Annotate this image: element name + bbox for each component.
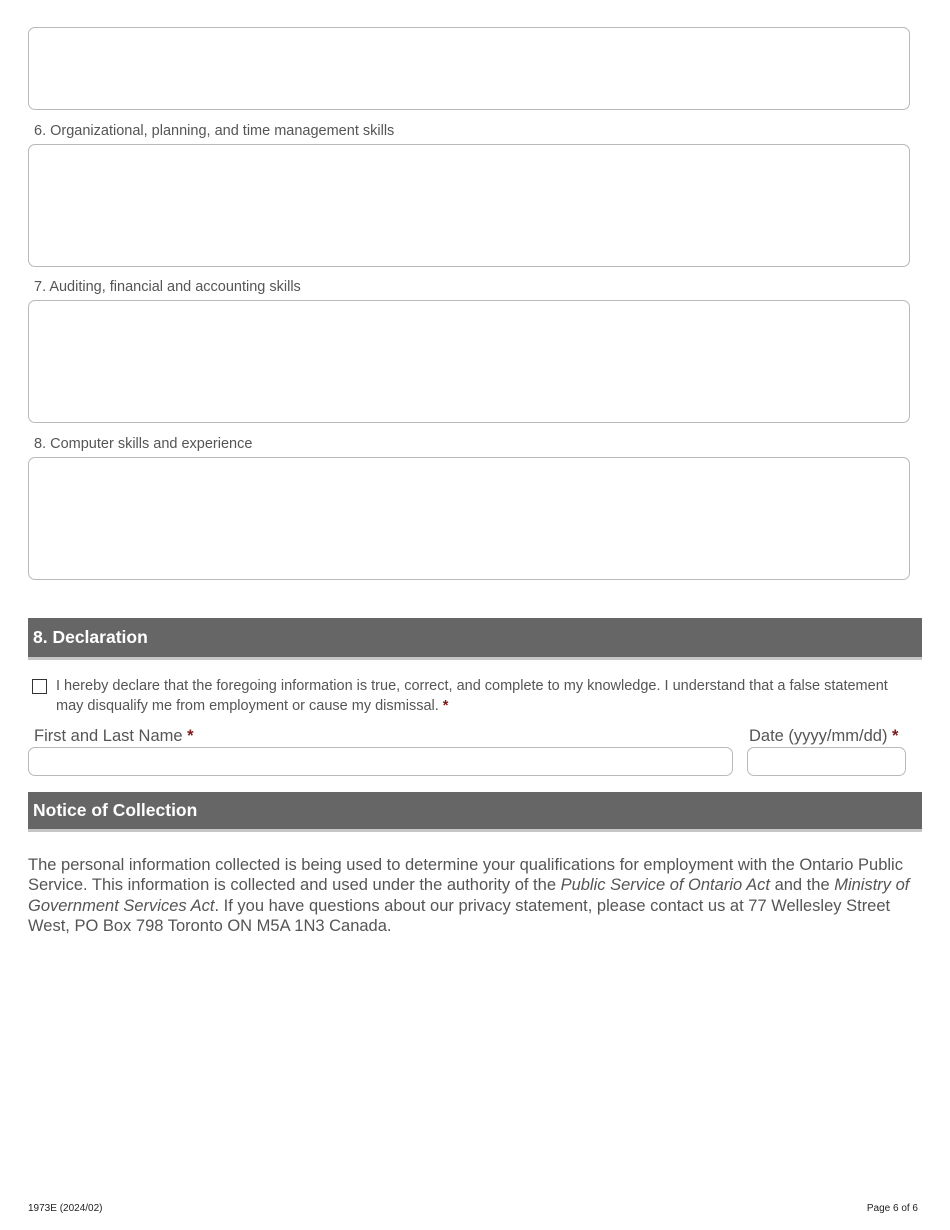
declaration-section-header [28,618,922,660]
question-8-label: 8. Computer skills and experience [34,436,253,452]
notice-text-part: The personal information collected is being used to determine your qualifications for employment with the Ontario Public Service. This information is collected and used under the authority of the [28,856,903,895]
form-code: 1973E (2024/02) [28,1203,103,1214]
first-last-name-input[interactable] [28,747,733,776]
notice-act-name: Public Service of Ontario Act [560,876,770,895]
date-label-text: Date (yyyy/mm/dd) [749,727,888,745]
question-8-textarea[interactable] [28,457,910,580]
page-number: Page 6 of 6 [866,1203,918,1214]
date-input[interactable] [747,747,906,776]
required-asterisk: * [442,697,449,714]
notice-text-part: and the [769,876,835,895]
name-field-label [34,727,194,746]
notice-section-header [28,792,922,832]
question-6-textarea[interactable] [28,144,910,267]
question-7-label: 7. Auditing, financial and accounting skills [34,279,301,295]
previous-answer-textarea[interactable] [28,27,910,110]
notice-text-part: . If you have questions about our privacy statement, please contact us at 77 Wellesley Street West, PO Box 798 Toronto ON M5A 1N3 Canada. [28,896,891,935]
declaration-statement-text: I hereby declare that the foregoing information is true, correct, and complete to my knowledge. I understand that a false statement may disqualify me from employment or cause my dismissal. [56,678,888,714]
declaration-checkbox[interactable] [32,679,47,694]
notice-act-name: Ministry of Government Services Act [28,876,910,915]
notice-title: Notice of Collection [33,800,198,820]
required-asterisk: * [892,727,899,745]
name-label-text: First and Last Name [34,727,183,745]
required-asterisk: * [187,727,194,745]
question-6-label: 6. Organizational, planning, and time management skills [34,123,395,139]
question-7-textarea[interactable] [28,300,910,423]
date-field-label [749,727,898,746]
declaration-title: 8. Declaration [33,627,148,647]
declaration-statement [56,677,916,716]
notice-paragraph [28,855,923,936]
